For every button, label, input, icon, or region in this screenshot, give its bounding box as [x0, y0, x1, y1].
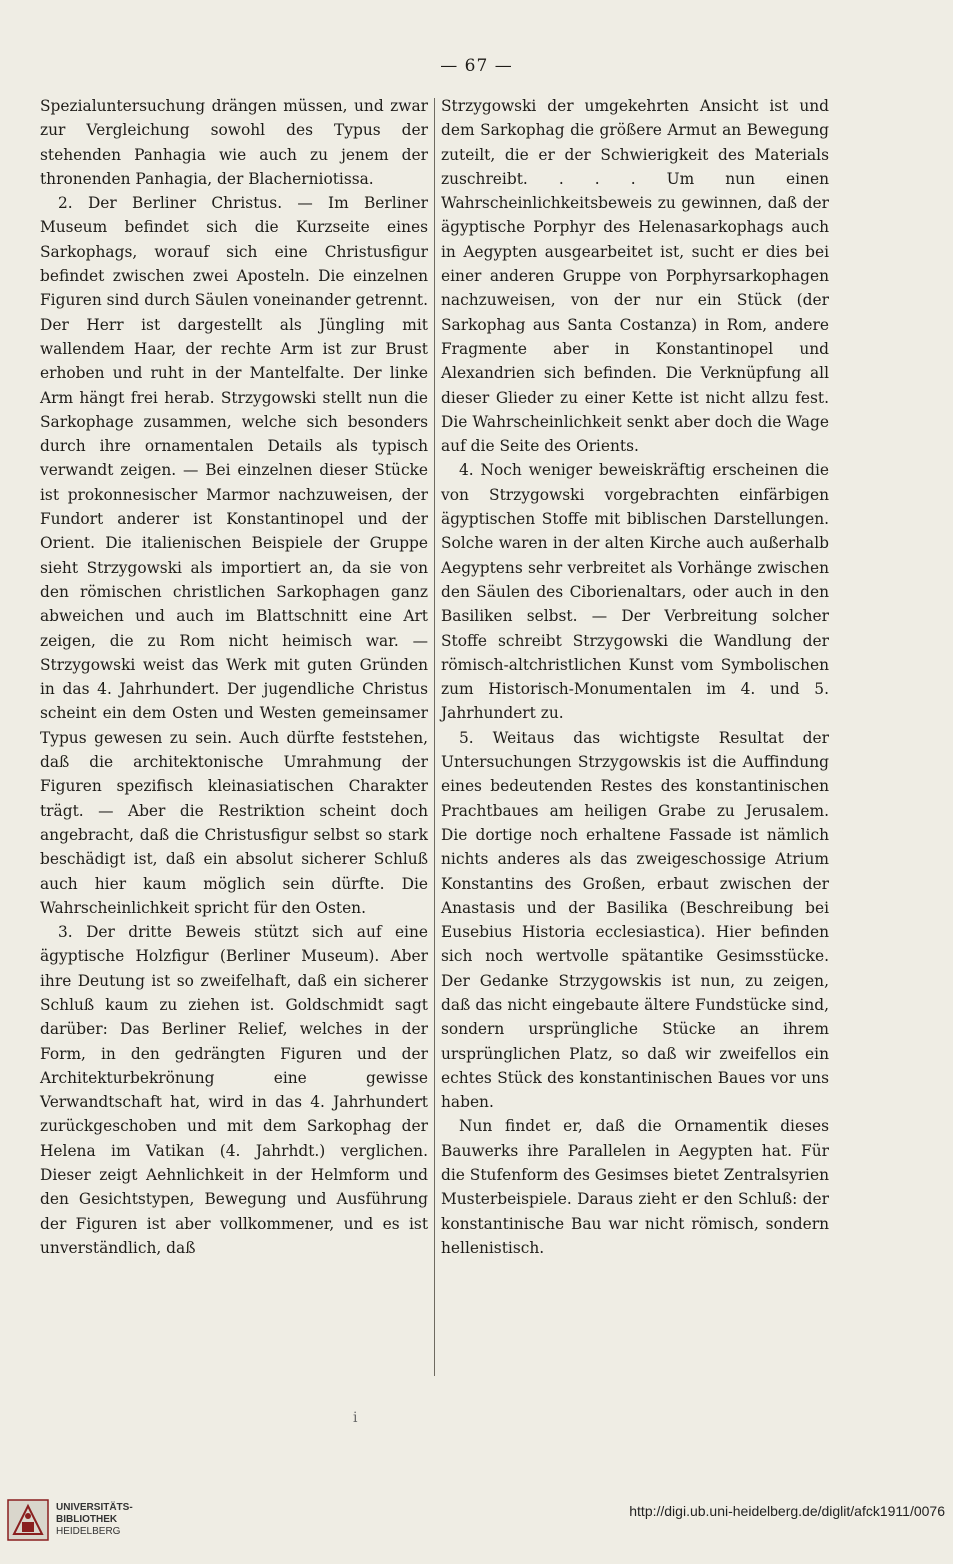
page-number: — 67 — — [440, 56, 513, 76]
left-column — [40, 94, 428, 1260]
paragraph: 4. Noch weniger beweiskräftig erscheinen die von Strzygowski vorgebrachten einfärbigen ägyptischen Stoffe mit biblischen Darstellungen. Solche waren in der alten Kirche auch außerhalb Aegyptens sehr verbreitet als Vorhänge zwischen den Säulen des Ciborienaltars, oder auch in den Basiliken selbst. — Der Verbreitung solcher Stoffe schreibt Strzygowski die Wandlung der römisch-altchristlichen Kunst vom Symbolischen zum Historisch-Monumentalen im 4. und 5. Jahrhundert zu. — [441, 461, 829, 723]
paragraph: Spezialuntersuchung drängen müssen, und zwar zur Vergleichung sowohl des Typus der stehenden Panhagia wie auch zu jenem der thronenden Panhagia, der Blacherniotissa. — [40, 97, 428, 188]
paragraph: 3. Der dritte Beweis stützt sich auf eine ägyptische Holzfigur (Berliner Museum). Aber ihre Deutung ist so zweifelhaft, daß ein sicherer Schluß kaum zu ziehen ist. Goldschmidt sagt darüber: Das Berliner Relief, welches in der Form, in den gedrängten Figuren und der Architekturbekrönung eine gewisse Verwandtschaft hat, wird in das 4. Jahrhundert zurückgeschoben und mit dem Sarkophag der Helena im Vatikan (4. Jahrhdt.) verglichen. Dieser zeigt Aehnlichkeit in der Helmform und den Gesichtstypen, Bewegung und Ausführung der Figuren ist aber vollkommener, und es ist unverständlich, daß — [40, 923, 428, 1257]
paragraph: 2. Der Berliner Christus. — Im Berliner Museum befindet sich die Kurzseite eines Sarkophags, worauf sich eine Christusfigur befindet zwischen zwei Aposteln. Die einzelnen Figuren sind durch Säulen voneinander getrennt. Der Herr ist dargestellt als Jüngling mit wallendem Haar, der rechte Arm ist zur Brust erhoben und ruht in der Mantelfalte. Der linke Arm hängt frei herab. Strzygowski stellt nun die Sarkophage zusammen, welche sich besonders durch ihre ornamentalen Details als typisch verwandt zeigen. — Bei einzelnen dieser Stücke ist prokonnesischer Marmor nachzuweisen, der Fundort anderer ist Konstantinopel und der Orient. Die italienischen Beispiele der Gruppe sieht Strzygowski als importiert an, da sie von den römischen christlichen Sarkophagen ganz abweichen und auch im Blattschnitt eine Art zeigen, die zu Rom nicht heimisch war. — Strzygowski weist das Werk mit guten Gründen in das 4. Jahrhundert. Der jugendliche Christus scheint ein dem Osten und Westen gemeinsamer Typus gewesen zu sein. Auch dürfte feststehen, daß die architektonische Umrahmung der Figuren spezifisch kleinasiatischen Charakter trägt. — Aber die Restriktion scheint doch angebracht, daß die Christusfigur selbst so stark beschädigt ist, daß ein absolut sicherer Schluß auch hier kaum möglich sein dürfte. Die Wahrscheinlichkeit spricht für den Osten. — [40, 194, 428, 917]
source-url-link[interactable]: http://digi.ub.uni-heidelberg.de/diglit/afck1911/0076 — [629, 1503, 945, 1519]
column-divider — [434, 98, 435, 1376]
paragraph: 5. Weitaus das wichtigste Resultat der Untersuchungen Strzygowskis ist die Auffindung eines bedeutenden Restes des konstantinischen Prachtbaues am heiligen Grabe zu Jerusalem. Die dortige noch erhaltene Fassade ist nämlich nichts anderes als das zweigeschossige Atrium Konstantins des Großen, erbaut zwischen der Anastasis und der Basilika (Beschreibung bei Eusebius Historia ecclesiastica). Hier befinden sich noch wertvolle spätantike Gesimsstücke. Der Gedanke Strzygowskis ist nun, zu zeigen, daß das nicht eingebaute ältere Fundstücke sind, sondern ursprüngliche Stücke an ihrem ursprünglichen Platz, so daß wir zweifellos ein echtes Stück des konstantinischen Baues vor uns haben. — [441, 728, 829, 1112]
paragraph: Nun findet er, daß die Ornamentik dieses Bauwerks ihre Parallelen in Aegypten hat. Für die Stufenform des Gesimses bietet Zentralsyrien Musterbeispiele. Daraus zieht er den Schluß: der konstantinische Bau war nicht römisch, sondern hellenistisch. — [441, 1117, 829, 1257]
library-line: BIBLIOTHEK — [56, 1514, 118, 1525]
library-name — [56, 1502, 133, 1538]
right-column — [441, 94, 829, 1260]
library-line: HEIDELBERG — [56, 1526, 121, 1537]
library-line: UNIVERSITÄTS- — [56, 1502, 133, 1513]
paragraph: Strzygowski der umgekehrten Ansicht ist und dem Sarkophag die größere Armut an Bewegung zuteilt, die er der Schwierigkeit des Materials zuschreibt. . . . Um nun einen Wahrscheinlichkeitsbeweis zu gewinnen, daß der ägyptische Porphyr des Helenasarkophags auch in Aegypten ausgearbeitet ist, sucht er dies bei einer anderen Gruppe von Porphyrsarkophagen nachzuweisen, von der nur ein Stück (der Sarkophag aus Santa Costanza) in Rom, andere Fragmente aber in Konstantinopel und Alexandrien sich befinden. Die Verknüpfung all dieser Glieder zu einer Kette ist nicht allzu fest. Die Wahrscheinlichkeit senkt aber doch die Wage auf die Seite des Orients. — [441, 97, 829, 456]
library-logo-icon — [6, 1498, 50, 1542]
stray-mark: i — [353, 1410, 358, 1426]
